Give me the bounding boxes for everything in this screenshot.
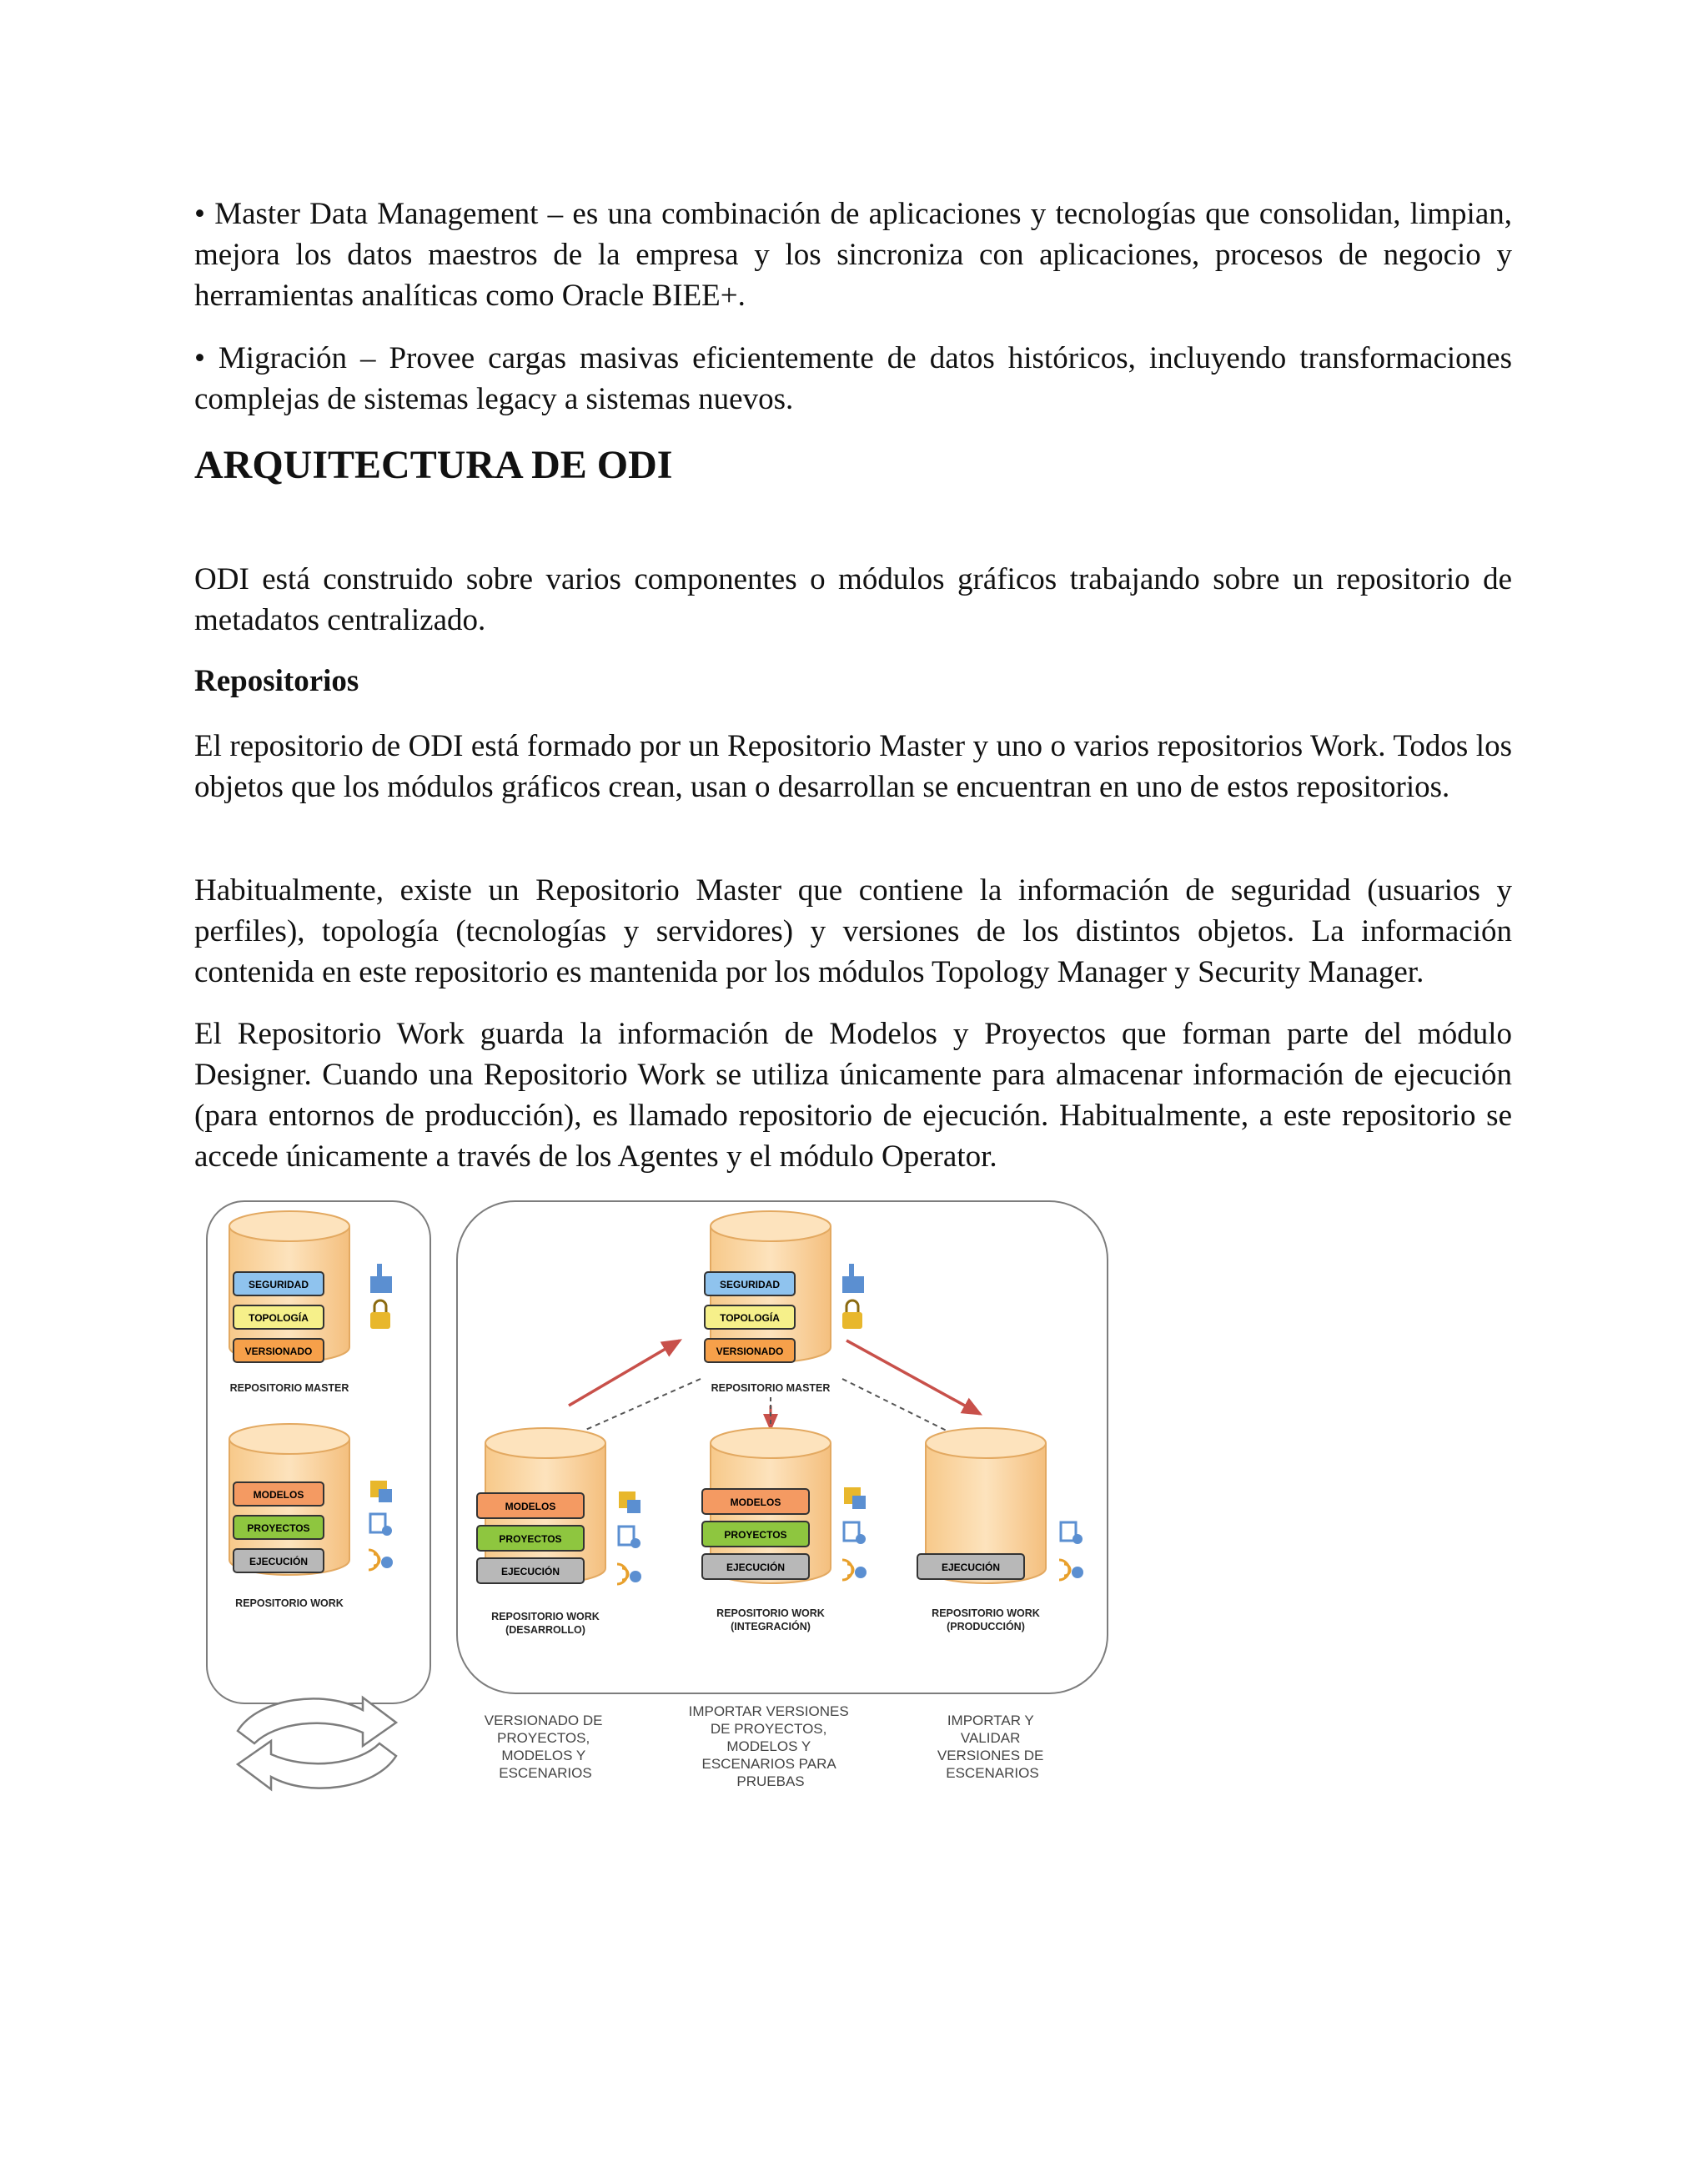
center-versionado-box	[705, 1339, 795, 1362]
agent-icon	[369, 1550, 393, 1570]
integracion-label: REPOSITORIO WORK	[716, 1607, 825, 1619]
paragraph-repositorio-3: El Repositorio Work guarda la información de Modelos y Proyectos que forman parte del módulo Designer. Cuando una Repositorio Work se utiliza únicamente para almacenar información de ejecución (para entornos de producción), es llamado repositorio de ejecución. Habitualmente, a este repositorio se accede únicamente a través de los Agentes y el módulo Operator.	[194, 1017, 1512, 1174]
integracion-proyectos-box	[702, 1522, 809, 1547]
integracion-ejecucion-box	[702, 1554, 809, 1579]
integracion-projects-icon	[844, 1522, 866, 1544]
center-lock-icon	[842, 1300, 862, 1329]
caption-produccion: IMPORTAR Y VALIDAR VERSIONES DE ESCENARIOS	[937, 1713, 1044, 1781]
section-heading: ARQUITECTURA DE ODI	[194, 443, 673, 487]
paragraph-intro: ODI está construido sobre varios componentes o módulos gráficos trabajando sobre un repositorio de metadatos centralizado.	[194, 562, 1512, 637]
left-versionado-box	[234, 1339, 324, 1362]
paragraph-repositorio-2: Habitualmente, existe un Repositorio Master que contiene la información de seguridad (usuarios y perfiles), topología (tecnologías y servidores) y versiones de los distintos objetos. La información contenida en este repositorio es mantenida por los módulos Topology Manager y Security Manager.	[194, 873, 1512, 989]
integracion-modelos-box	[702, 1489, 809, 1514]
integracion-models-icon	[844, 1487, 866, 1509]
paragraph-repositorio-1: El repositorio de ODI está formado por un Repositorio Master y uno o varios repositorios Work. Todos los objetos que los módulos gráficos crean, usan o desarrollan se encuentran en uno de estos repositorios.	[194, 729, 1512, 804]
left-seguridad-box	[234, 1272, 324, 1295]
desarrollo-projects-icon	[619, 1527, 640, 1548]
desarrollo-sublabel: (DESARROLLO)	[505, 1624, 585, 1636]
svg-text:EJECUCIÓN: EJECUCIÓN	[726, 1562, 786, 1573]
integracion-sublabel: (INTEGRACIÓN)	[731, 1621, 811, 1632]
desarrollo-proyectos-box	[477, 1526, 584, 1551]
center-seguridad-box	[705, 1272, 795, 1295]
svg-text:SEGURIDAD: SEGURIDAD	[719, 1279, 781, 1290]
svg-text:PROYECTOS: PROYECTOS	[724, 1529, 787, 1541]
produccion-sublabel: (PRODUCCIÓN)	[947, 1621, 1025, 1632]
arrow-to-produccion	[846, 1341, 980, 1414]
desarrollo-models-icon	[619, 1491, 640, 1513]
svg-text:MODELOS: MODELOS	[505, 1501, 556, 1512]
left-proyectos-box	[234, 1516, 324, 1539]
desarrollo-agent-icon	[617, 1564, 641, 1584]
left-modelos-box	[234, 1482, 324, 1506]
desarrollo-modelos-box	[477, 1493, 584, 1518]
produccion-agent-icon	[1059, 1560, 1083, 1580]
odi-architecture-diagram	[192, 1189, 1126, 1806]
desarrollo-ejecucion-box	[477, 1558, 584, 1583]
svg-text:TOPOLOGÍA: TOPOLOGÍA	[720, 1312, 780, 1324]
produccion-ejecucion-box	[917, 1554, 1024, 1579]
produccion-projects-icon	[1061, 1522, 1083, 1544]
svg-text:VERSIONADO: VERSIONADO	[244, 1346, 313, 1357]
cycle-arrows-icon	[238, 1698, 396, 1789]
factory-icon	[370, 1264, 392, 1293]
models-icon	[370, 1481, 392, 1502]
svg-text:MODELOS: MODELOS	[253, 1489, 304, 1501]
produccion-label: REPOSITORIO WORK	[932, 1607, 1040, 1619]
center-master-label: REPOSITORIO MASTER	[711, 1382, 831, 1394]
desarrollo-label: REPOSITORIO WORK	[491, 1611, 600, 1622]
caption-integracion: IMPORTAR VERSIONES DE PROYECTOS, MODELOS Y ESCENARIOS PARA PRUEBAS	[688, 1703, 849, 1789]
left-topologia-box	[234, 1305, 324, 1329]
svg-text:SEGURIDAD: SEGURIDAD	[248, 1279, 309, 1290]
lock-icon	[370, 1300, 390, 1329]
integracion-agent-icon	[842, 1560, 867, 1580]
center-factory-icon	[842, 1264, 864, 1293]
dashed-link-produccion	[842, 1379, 963, 1439]
center-topologia-box	[705, 1305, 795, 1329]
paragraph-mdm: • Master Data Management – es una combinación de aplicaciones y tecnologías que consolidan, limpian, mejora los datos maestros de la empresa y los sincroniza con aplicaciones, procesos de negocio y herramientas analíticas como Oracle BIEE+.	[194, 197, 1512, 313]
svg-text:EJECUCIÓN: EJECUCIÓN	[500, 1566, 560, 1577]
caption-desarrollo: VERSIONADO DE PROYECTOS, MODELOS Y ESCENARIOS	[484, 1713, 603, 1781]
svg-text:MODELOS: MODELOS	[730, 1496, 781, 1508]
left-master-label: REPOSITORIO MASTER	[229, 1382, 349, 1394]
svg-text:PROYECTOS: PROYECTOS	[247, 1522, 310, 1534]
svg-text:PROYECTOS: PROYECTOS	[499, 1533, 562, 1545]
subheading-repositorios: Repositorios	[194, 664, 359, 698]
svg-text:EJECUCIÓN: EJECUCIÓN	[249, 1556, 309, 1567]
svg-text:TOPOLOGÍA: TOPOLOGÍA	[249, 1312, 309, 1324]
svg-text:EJECUCIÓN: EJECUCIÓN	[941, 1562, 1001, 1573]
left-ejecucion-box	[234, 1549, 324, 1572]
paragraph-migracion: • Migración – Provee cargas masivas eficientemente de datos históricos, incluyendo transformaciones complejas de sistemas legacy a sistemas nuevos.	[194, 341, 1512, 416]
svg-text:VERSIONADO: VERSIONADO	[716, 1346, 784, 1357]
projects-icon	[370, 1514, 392, 1536]
left-work-label: REPOSITORIO WORK	[235, 1597, 344, 1609]
